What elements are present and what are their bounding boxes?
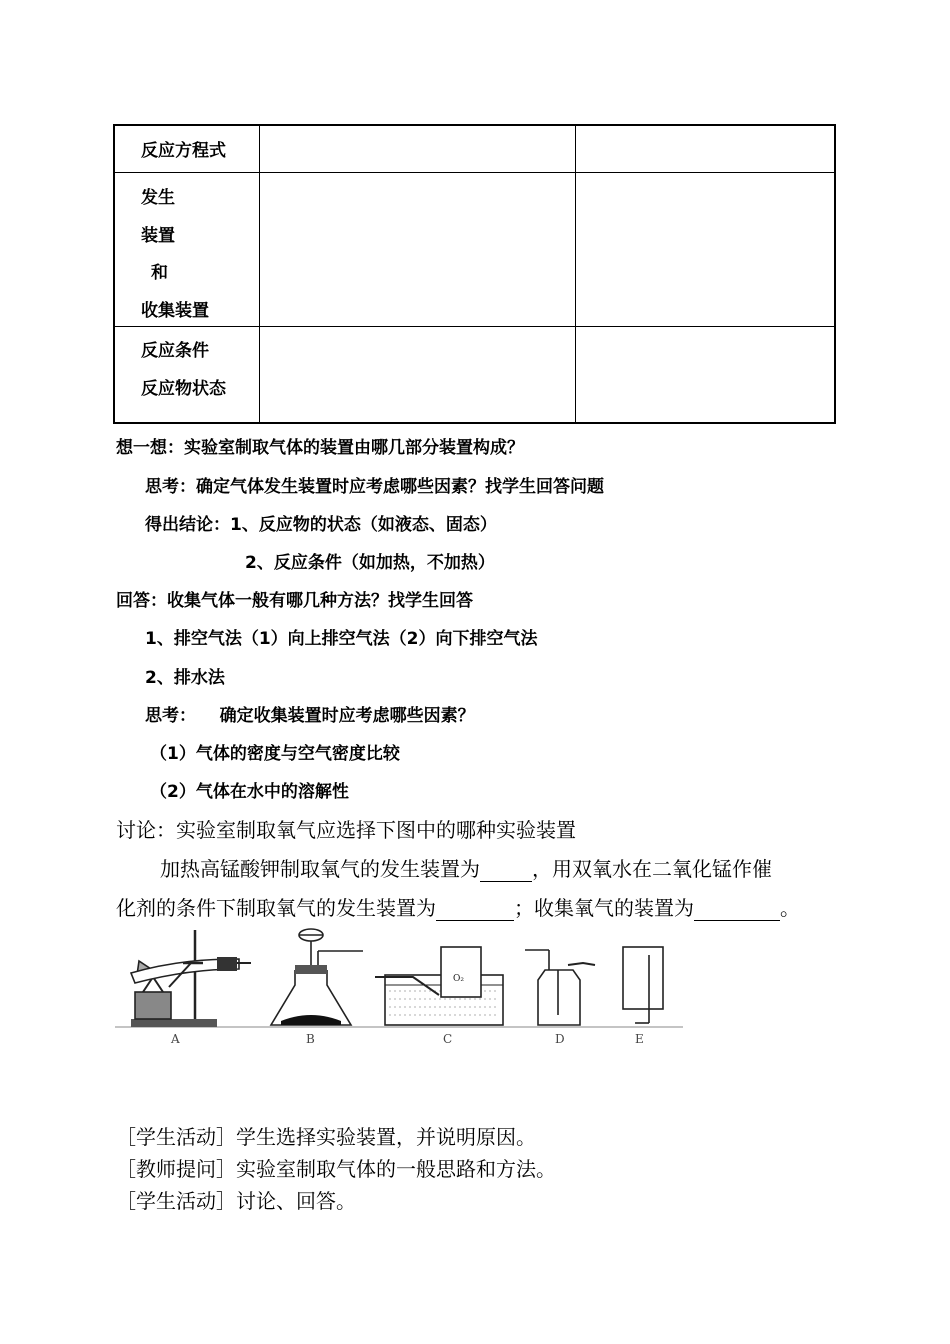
activity-line: ［学生活动］学生选择实验装置，并说明原因。 [116, 1125, 536, 1149]
discussion-paragraph-line [116, 895, 800, 921]
table-row-label-apparatus-line: 和 [151, 263, 168, 283]
table-row-label-equation: 反应方程式 [141, 141, 226, 161]
table-row-label-apparatus-line: 发生 [141, 188, 175, 208]
table-divider [115, 326, 834, 327]
apparatus-c [375, 947, 503, 1025]
think-line: 思考： 确定收集装置时应考虑哪些因素？ [145, 706, 475, 726]
factor-line: （2）气体在水中的溶解性 [150, 782, 349, 802]
method-line: 2、排水法 [145, 668, 225, 688]
table-divider [575, 126, 576, 422]
discussion-title: 讨论：实验室制取氧气应选择下图中的哪种实验装置 [116, 818, 576, 842]
svg-text:O₂: O₂ [453, 974, 464, 984]
discussion-text: 化剂的条件下制取氧气的发生装置为 [116, 896, 436, 920]
apparatus-b [271, 929, 363, 1025]
summary-table [113, 124, 836, 424]
discussion-text: 。 [780, 896, 800, 920]
discussion-paragraph-line [160, 856, 772, 882]
discussion-text: ；收集氧气的装置为 [514, 896, 694, 920]
apparatus-e [623, 947, 663, 1023]
table-divider [115, 172, 834, 173]
activity-line: ［教师提问］实验室制取气体的一般思路和方法。 [116, 1157, 556, 1181]
activity-line: ［学生活动］讨论、回答。 [116, 1189, 356, 1213]
table-row-label-condition-line: 反应物状态 [141, 379, 226, 399]
figure-label-c: C [443, 1032, 453, 1046]
figure-label-a: A [171, 1032, 180, 1046]
conclusion-line: 2、反应条件（如加热，不加热） [245, 553, 495, 573]
table-divider [259, 126, 260, 422]
apparatus-a [131, 930, 251, 1027]
method-line: 1、排空气法（1）向上排空气法（2）向下排空气法 [145, 629, 538, 649]
answer-line: 回答：收集气体一般有哪几种方法？找学生回答 [116, 591, 473, 611]
apparatus-figure [113, 925, 688, 1050]
figure-label-d: D [555, 1032, 565, 1046]
conclusion-line: 得出结论：1、反应物的状态（如液态、固态） [145, 515, 497, 535]
apparatus-d [525, 950, 595, 1025]
table-row-label-apparatus-line: 装置 [141, 226, 175, 246]
think-line: 思考：确定气体发生装置时应考虑哪些因素？找学生回答问题 [145, 477, 604, 497]
discussion-text: ，用双氧水在二氧化锰作催 [532, 857, 772, 881]
figure-label-e: E [635, 1032, 644, 1046]
question-line: 想一想：实验室制取气体的装置由哪几部分装置构成？ [116, 438, 524, 458]
figure-label-b: B [306, 1032, 315, 1046]
table-row-label-apparatus-line: 收集装置 [141, 301, 209, 321]
answer-blank [480, 861, 532, 882]
answer-blank [694, 900, 780, 921]
table-row-label-condition-line: 反应条件 [141, 341, 209, 361]
discussion-text: 加热高锰酸钾制取氧气的发生装置为 [160, 857, 480, 881]
answer-blank [436, 900, 514, 921]
factor-line: （1）气体的密度与空气密度比较 [150, 744, 400, 764]
